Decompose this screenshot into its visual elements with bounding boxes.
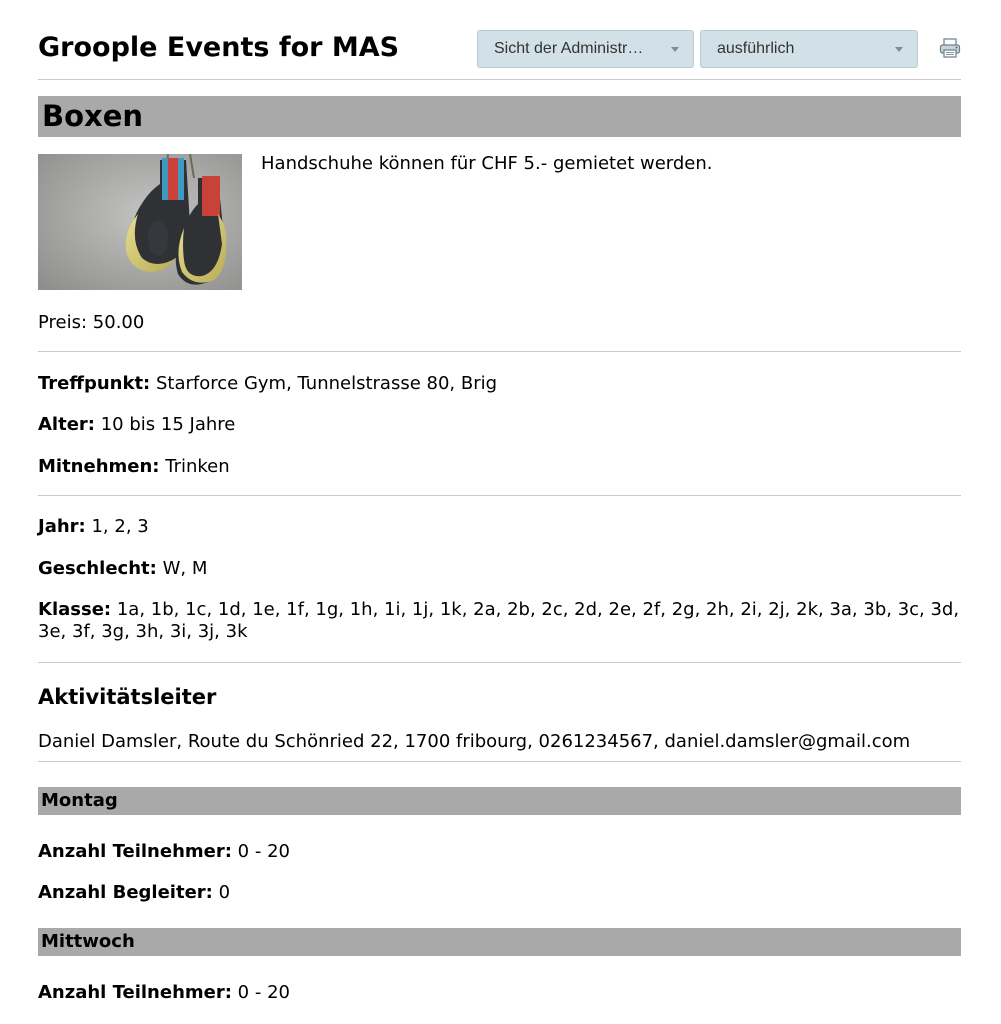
alter-label: Alter:: [38, 414, 95, 435]
event-title: Boxen: [42, 99, 144, 133]
geschlecht-line: [38, 558, 207, 580]
detail-level-select[interactable]: [700, 30, 918, 68]
teilnehmer-value: 0 - 20: [237, 841, 290, 862]
klasse-line: [38, 599, 961, 643]
klasse-value: 1a, 1b, 1c, 1d, 1e, 1f, 1g, 1h, 1i, 1j, 1k, 2a, 2b, 2c, 2d, 2e, 2f, 2g, 2h, 2i, 2j, 2k, 3a, 3b, 3c, 3d, 3e, 3f, 3g, 3h, 3i, 3j, 3k: [38, 599, 960, 642]
divider: [38, 351, 961, 352]
divider: [38, 761, 961, 762]
mitnehmen-line: [38, 456, 230, 478]
day-name: Mittwoch: [41, 931, 135, 952]
teilnehmer-label: Anzahl Teilnehmer:: [38, 982, 232, 1003]
price-line: [38, 312, 144, 334]
jahr-label: Jahr:: [38, 516, 86, 537]
begleiter-value: 0: [218, 882, 231, 903]
day-name: Montag: [41, 790, 118, 811]
teilnehmer-line: [38, 841, 290, 863]
begleiter-label: Anzahl Begleiter:: [38, 882, 213, 903]
teilnehmer-value: 0 - 20: [237, 982, 290, 1003]
mitnehmen-label: Mitnehmen:: [38, 456, 160, 477]
teilnehmer-line: [38, 982, 290, 1004]
alter-line: [38, 414, 235, 436]
klasse-label: Klasse:: [38, 599, 112, 620]
jahr-line: [38, 516, 149, 538]
day-header-montag: [38, 787, 961, 815]
detail-level-select-value: ausführlich: [717, 40, 795, 57]
treffpunkt-value: Starforce Gym, Tunnelstrasse 80, Brig: [156, 373, 498, 394]
divider: [38, 662, 961, 663]
event-description: Handschuhe können für CHF 5.- gemietet werden.: [261, 153, 713, 174]
chevron-down-icon: [671, 47, 679, 52]
boxing-gloves-photo: [38, 154, 242, 290]
geschlecht-value: W, M: [162, 558, 208, 579]
printer-icon[interactable]: [939, 37, 961, 59]
day-header-mittwoch: [38, 928, 961, 956]
alter-value: 10 bis 15 Jahre: [100, 414, 236, 435]
jahr-value: 1, 2, 3: [91, 516, 149, 537]
teilnehmer-label: Anzahl Teilnehmer:: [38, 841, 232, 862]
treffpunkt-line: [38, 373, 497, 395]
event-page: [38, 0, 961, 1003]
event-title-bar: [38, 96, 961, 137]
geschlecht-label: Geschlecht:: [38, 558, 157, 579]
app-title: Groople Events for MAS: [38, 32, 400, 63]
chevron-down-icon: [895, 47, 903, 52]
view-select-value: Sicht der Administr…: [494, 40, 644, 57]
price-label: Preis:: [38, 312, 88, 333]
leader-contact: Daniel Damsler, Route du Schönried 22, 1700 fribourg, 0261234567, daniel.damsler@gmail.com: [38, 731, 911, 752]
app-header: [38, 0, 961, 80]
view-select[interactable]: [477, 30, 694, 68]
leader-heading: Aktivitätsleiter: [38, 685, 217, 709]
mitnehmen-value: Trinken: [165, 456, 230, 477]
begleiter-line: [38, 882, 230, 904]
divider: [38, 495, 961, 496]
price-value: 50.00: [92, 312, 145, 333]
treffpunkt-label: Treffpunkt:: [38, 373, 151, 394]
